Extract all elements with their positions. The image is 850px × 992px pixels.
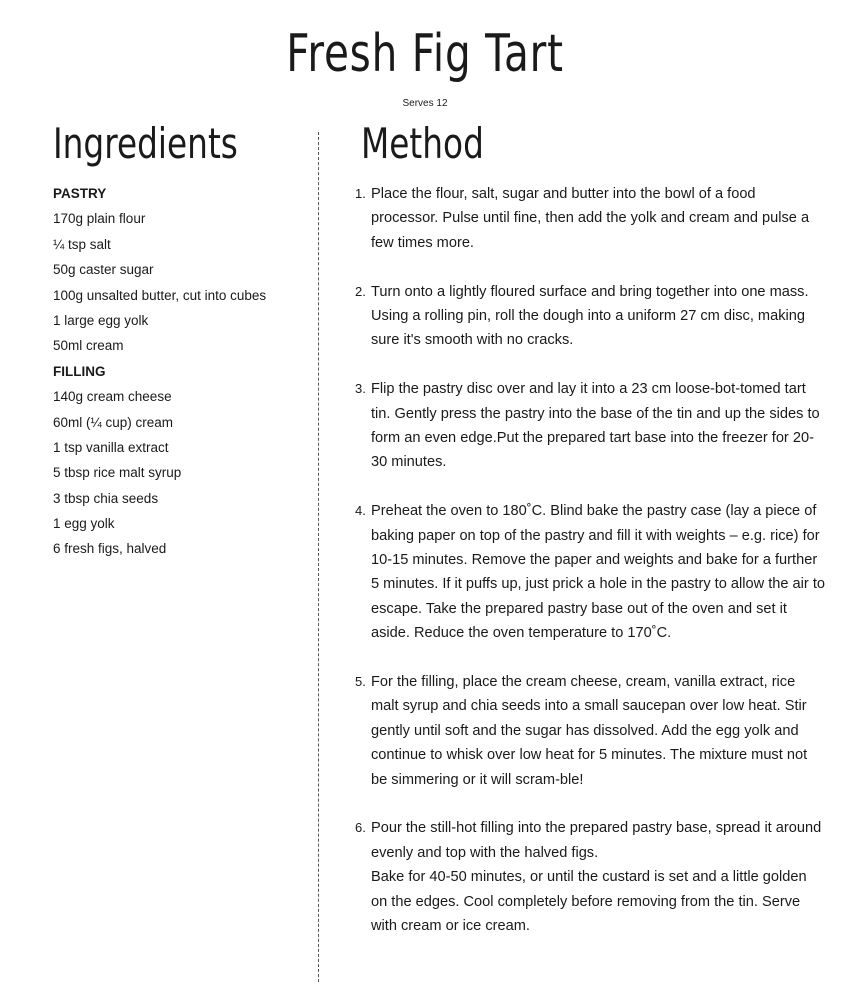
step-text: Flip the pastry disc over and lay it into a 23 cm loose-bot-tomed tart tin. Gently press the pastry into the base of the tin and up the sides to form an even edge.Put the prepared tart base into the freezer for 20-30 minutes. [371,381,820,471]
step-number: 1. [355,186,366,201]
ingredient-item: 5 tbsp rice malt syrup [53,465,182,481]
serves-label: Serves 12 [402,98,448,109]
method-step [355,280,825,353]
ingredient-item: 6 fresh figs, halved [53,541,167,557]
step-text-continued: Bake for 40-50 minutes, or until the custard is set and a little golden on the edges. Cool completely before removing from the tin. Serve with cream or ice cream. [371,869,807,935]
method-step [355,499,825,645]
ingredient-item: 3 tbsp chia seeds [53,490,159,506]
ingredient-item: 1 tsp vanilla extract [53,439,169,455]
method-step [355,816,825,938]
step-text: Turn onto a lightly floured surface and bring together into one mass. Using a rolling pin, roll the dough into a uniform 27 cm disc, making sure it's smooth with no cracks. [371,283,809,349]
ingredients-list [53,181,303,562]
method-heading: Method [361,119,484,168]
ingredient-section-heading: PASTRY [53,186,107,201]
ingredient-item: 1 large egg yolk [53,312,149,328]
step-text: For the filling, place the cream cheese, cream, vanilla extract, rice malt syrup and chia seeds into a small saucepan over low heat. Stir gently until soft and the sugar has dissolved. Add the egg yolk and continue to whisk over low heat for 5 minutes. The mixture must not be simmering or it will scram-ble! [371,674,808,788]
method-step [355,377,825,475]
step-number: 3. [355,381,366,397]
ingredient-item: 100g unsalted butter, cut into cubes [53,287,267,303]
step-text: Place the flour, salt, sugar and butter into the bowl of a food processor. Pulse until fine, then add the yolk and cream and pulse a few times more. [371,186,810,251]
ingredient-item: 50ml cream [53,338,124,354]
ingredient-item: 50g caster sugar [53,262,154,278]
method-step [355,670,825,792]
ingredient-item: 1 egg yolk [53,516,115,532]
method-step [355,182,825,255]
ingredient-item: 140g cream cheese [53,389,172,405]
recipe-title: Fresh Fig Tart [286,24,564,84]
ingredient-section-heading: FILLING [53,363,106,379]
step-number: 5. [355,674,366,690]
step-text: Pour the still-hot filling into the prepared pastry base, spread it around evenly and top with the halved figs. [371,820,822,861]
ingredients-heading: Ingredients [53,119,238,168]
ingredient-item: 60ml (¼ cup) cream [53,414,174,430]
step-number: 4. [355,503,366,519]
ingredient-item: 170g plain flour [53,211,146,227]
step-number: 6. [355,820,366,836]
ingredient-item: ¼ tsp salt [53,236,111,252]
step-number: 2. [355,283,366,299]
method-list [355,182,825,963]
column-divider [318,132,319,982]
step-text: Preheat the oven to 180˚C. Blind bake the pastry case (lay a piece of baking paper on top of the pastry and fill it with weights – e.g. rice) for 10-15 minutes. Remove the paper and weights and bake for a further 5 minutes. If it puffs up, just prick a hole in the pastry to allow the air to escape. Take the prepared pastry base out of the oven and set it aside. Reduce the oven temperature to 170˚C. [371,503,825,642]
